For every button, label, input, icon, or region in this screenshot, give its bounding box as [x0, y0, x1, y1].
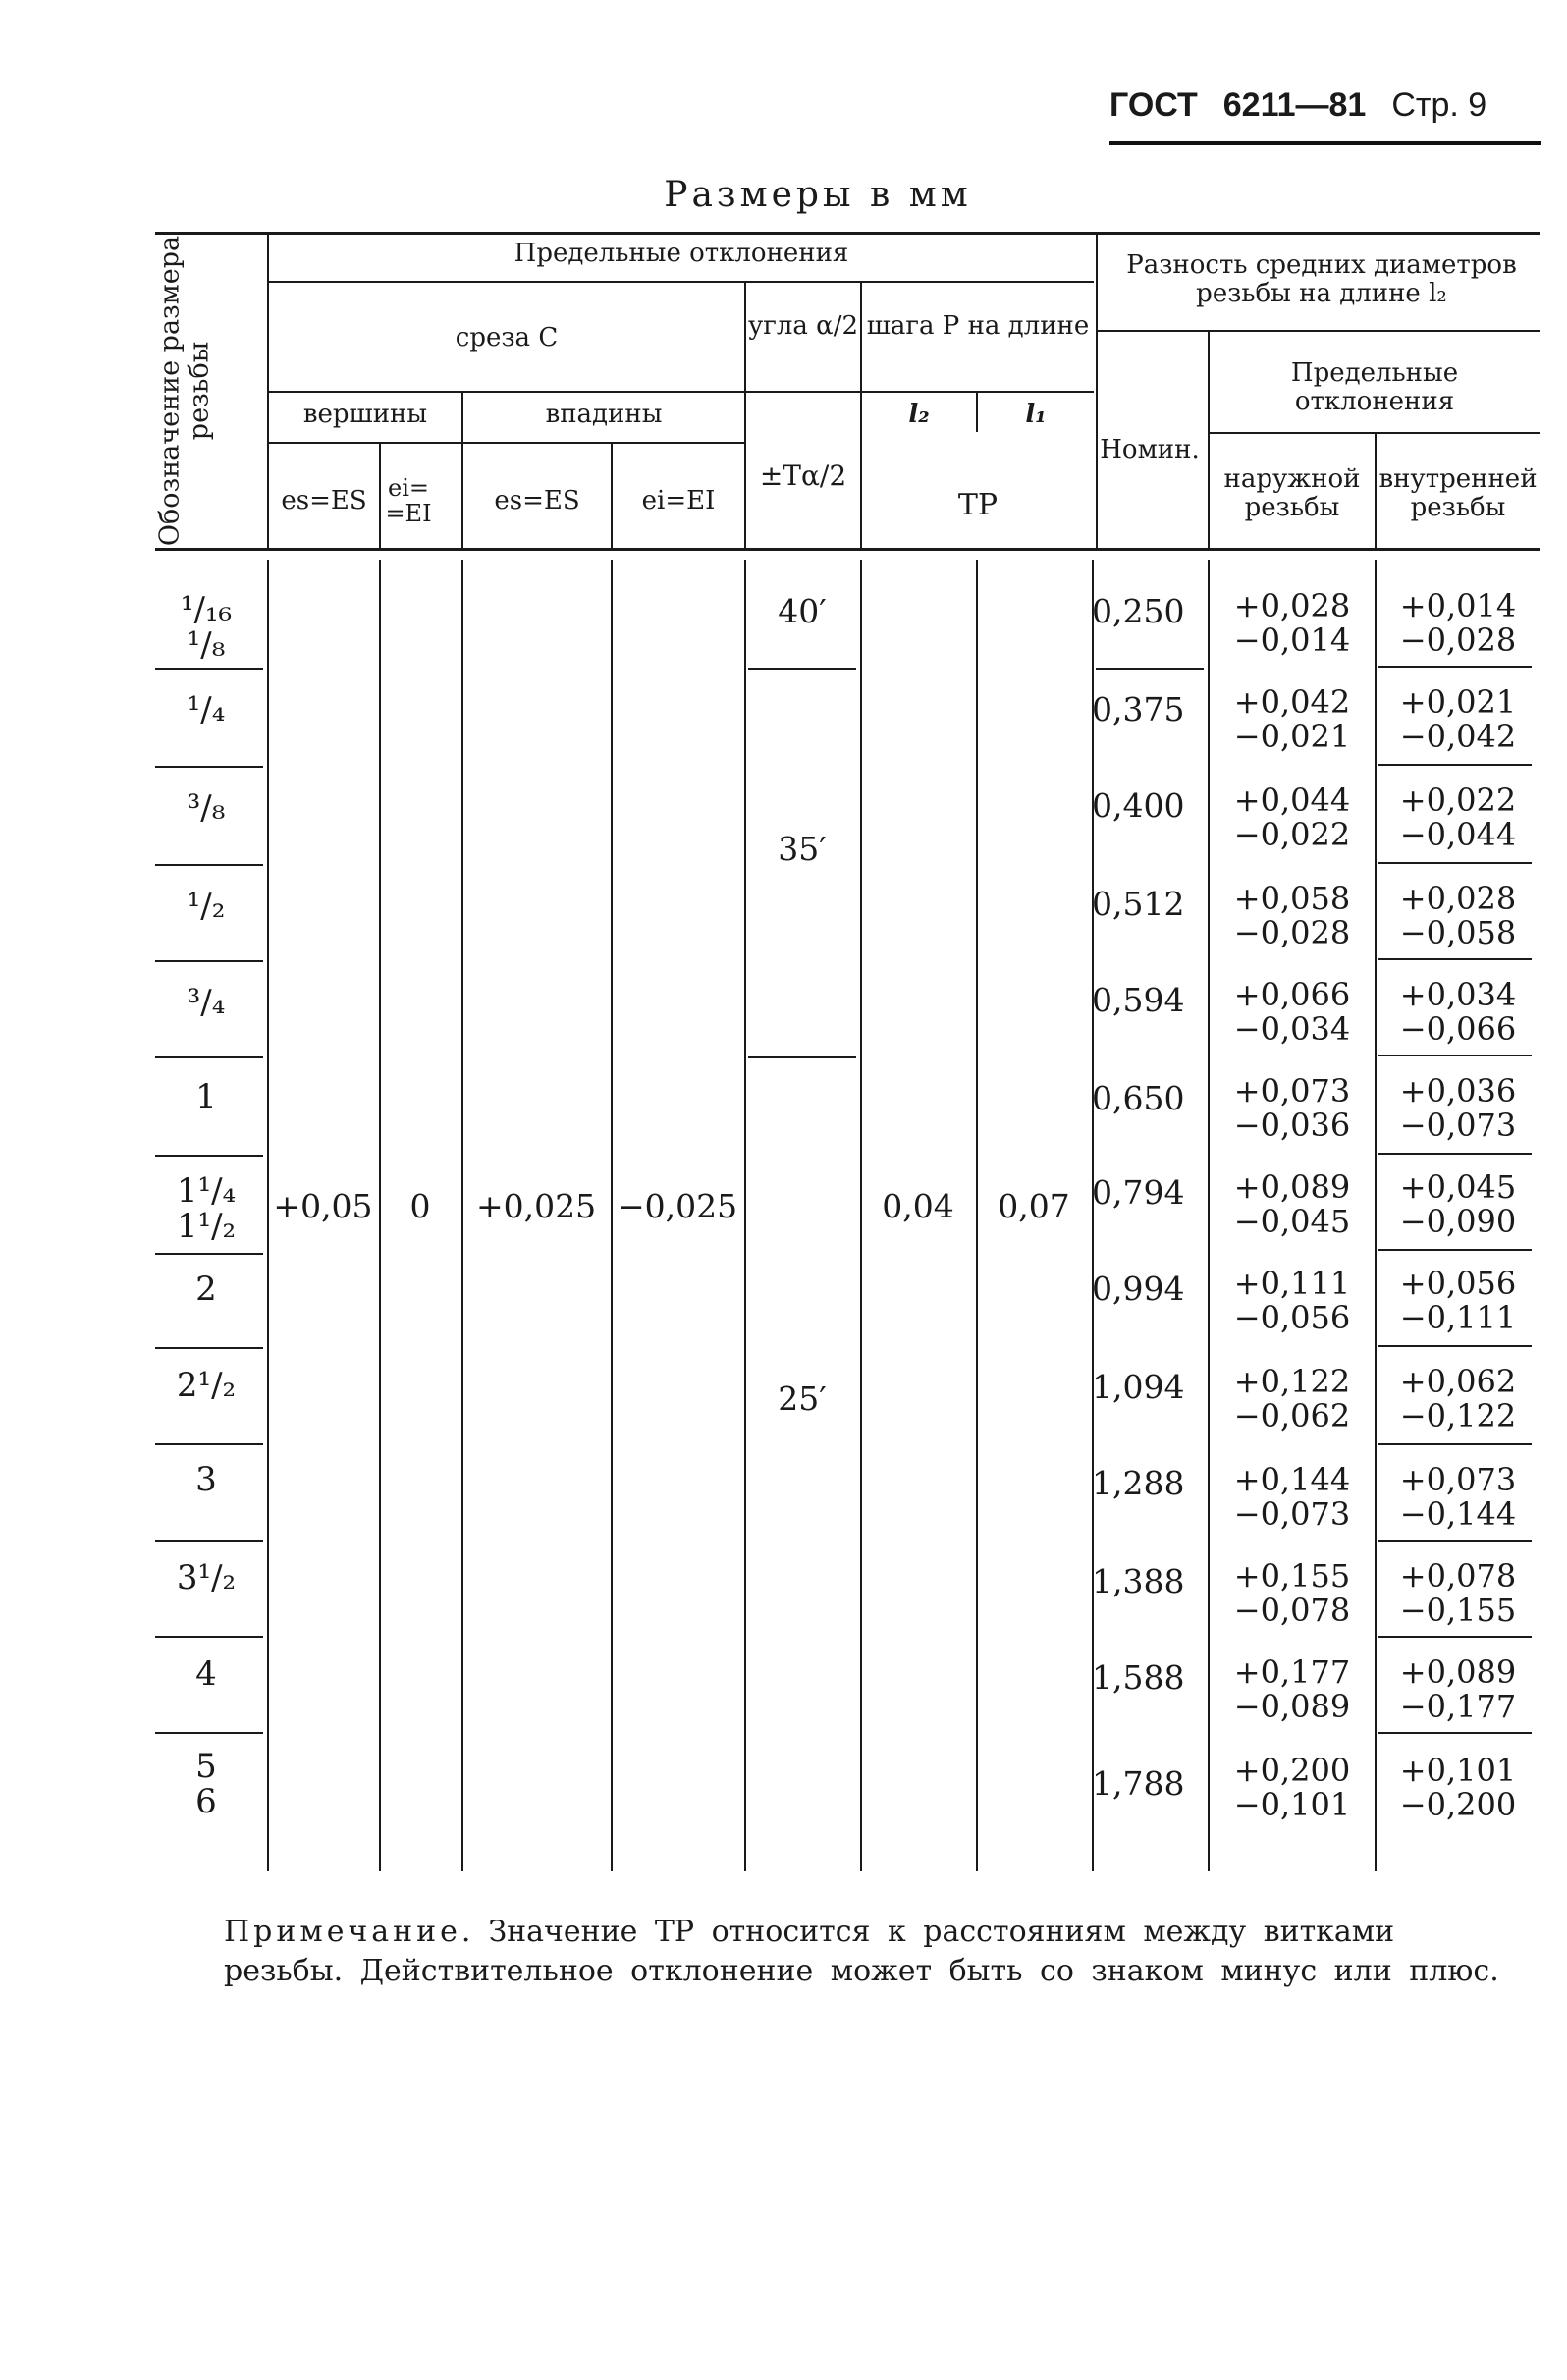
row-external-dev: +0,155 −0,078 — [1233, 1557, 1351, 1630]
row-designation: 2¹/₂ — [176, 1366, 237, 1405]
row-designation: ³/₄ — [187, 983, 226, 1022]
l1-header: l₁ — [1025, 400, 1047, 429]
row-internal-dev: +0,034 −0,066 — [1399, 976, 1517, 1049]
crest-es-value: +0,05 — [273, 1187, 373, 1225]
es-crest-header: es=ES — [281, 486, 367, 515]
row-internal-dev: +0,089 −0,177 — [1399, 1653, 1517, 1726]
row-external-dev: +0,111 −0,056 — [1233, 1265, 1351, 1337]
header-bottom-border — [155, 548, 1540, 551]
row-nominal: 0,994 — [1092, 1270, 1185, 1308]
page-number: Стр. 9 — [1391, 86, 1487, 124]
footnote — [224, 1913, 1530, 1991]
row-nominal: 0,794 — [1092, 1173, 1185, 1212]
ei-crest-header: ei= =EI — [385, 474, 432, 528]
grid-line — [1378, 1345, 1532, 1347]
grid-line — [155, 1056, 263, 1058]
row-nominal: 0,375 — [1092, 690, 1185, 729]
standard-number: 6211—81 — [1222, 86, 1367, 124]
grid-line — [379, 444, 381, 550]
row-designation: 2 — [195, 1270, 217, 1309]
table-caption: Размеры в мм — [664, 175, 972, 215]
angle-header: угла α/2 — [747, 311, 859, 341]
tp-header: TP — [957, 488, 999, 522]
angle-value-25: 25′ — [778, 1379, 827, 1418]
note-text: Значение TP относится к расстояниям между витками резьбы. Действительное отклонение может быть со знаком минус или плюс. — [224, 1915, 1499, 1988]
sub-limit-header: Предельные отклонения — [1290, 358, 1459, 416]
row-nominal: 0,250 — [1092, 592, 1185, 630]
root-header: впадины — [545, 400, 663, 429]
grid-line — [1378, 1636, 1532, 1638]
row-external-dev: +0,042 −0,021 — [1233, 683, 1351, 756]
row-nominal: 1,788 — [1092, 1764, 1185, 1803]
grid-line — [155, 960, 263, 962]
grid-line — [1378, 1443, 1532, 1445]
row-internal-dev: +0,062 −0,122 — [1399, 1363, 1517, 1435]
row-external-dev: +0,122 −0,062 — [1233, 1363, 1351, 1435]
grid-line — [269, 281, 1094, 283]
grid-line — [155, 1347, 263, 1349]
grid-line — [1378, 958, 1532, 960]
grid-line — [1378, 862, 1532, 864]
note-label: Примечание. — [224, 1915, 475, 1949]
grid-line — [155, 766, 263, 768]
root-ei-value: −0,025 — [617, 1187, 738, 1225]
pitch-l1-value: 0,07 — [998, 1187, 1070, 1225]
grid-line — [155, 1540, 263, 1542]
grid-line — [744, 560, 746, 1871]
row-external-dev: +0,028 −0,014 — [1233, 587, 1351, 660]
grid-line — [1098, 330, 1540, 332]
row-designation: 4 — [195, 1654, 217, 1694]
grid-line — [1096, 668, 1204, 670]
row-external-dev: +0,073 −0,036 — [1233, 1072, 1351, 1145]
row-nominal: 0,512 — [1092, 885, 1185, 923]
row-designation: 3 — [195, 1460, 217, 1499]
crest-ei-value: 0 — [409, 1187, 431, 1225]
grid-line — [155, 1636, 263, 1638]
page-header — [1109, 86, 1541, 145]
row-external-dev: +0,066 −0,034 — [1233, 976, 1351, 1049]
grid-line — [1378, 1055, 1532, 1056]
nominal-header: Номин. — [1100, 435, 1200, 464]
grid-line — [746, 391, 1094, 393]
external-header: наружной резьбы — [1223, 464, 1361, 522]
l2-header: l₂ — [908, 400, 930, 429]
row-external-dev: +0,089 −0,045 — [1233, 1168, 1351, 1241]
row-designation: 5 6 — [195, 1747, 217, 1821]
standard-label: ГОСТ — [1109, 86, 1198, 124]
grid-line — [748, 668, 856, 670]
designation-header: Обозначение размера резьбы — [154, 235, 214, 547]
row-external-dev: +0,200 −0,101 — [1233, 1752, 1351, 1824]
grid-line — [269, 442, 744, 444]
row-nominal: 1,094 — [1092, 1368, 1185, 1406]
row-internal-dev: +0,073 −0,144 — [1399, 1461, 1517, 1534]
row-internal-dev: +0,056 −0,111 — [1399, 1265, 1517, 1337]
row-internal-dev: +0,101 −0,200 — [1399, 1752, 1517, 1824]
es-root-header: es=ES — [494, 486, 580, 515]
row-nominal: 0,650 — [1092, 1079, 1185, 1117]
row-nominal: 0,400 — [1092, 786, 1185, 825]
internal-header: внутренней резьбы — [1378, 464, 1538, 522]
row-designation: ¹/₄ — [187, 690, 226, 730]
row-nominal: 1,388 — [1092, 1562, 1185, 1600]
row-designation: ¹/₁₆ ¹/₈ — [180, 590, 233, 665]
row-internal-dev: +0,028 −0,058 — [1399, 880, 1517, 952]
angle-value-35: 35′ — [778, 830, 827, 868]
grid-line — [155, 1443, 263, 1445]
crest-header: вершины — [302, 400, 428, 429]
row-designation: 3¹/₂ — [176, 1558, 237, 1597]
grid-line — [155, 1732, 263, 1734]
cut-c-header: среза C — [455, 323, 559, 352]
grid-line — [1378, 666, 1532, 668]
row-designation: ¹/₂ — [187, 887, 226, 926]
row-external-dev: +0,044 −0,022 — [1233, 782, 1351, 854]
row-designation: 1 — [195, 1077, 217, 1116]
row-nominal: 1,588 — [1092, 1658, 1185, 1697]
ei-root-header: ei=EI — [641, 486, 716, 515]
grid-line — [155, 864, 263, 866]
row-internal-dev: +0,021 −0,042 — [1399, 683, 1517, 756]
row-internal-dev: +0,014 −0,028 — [1399, 587, 1517, 660]
grid-line — [269, 391, 744, 393]
angle-tolerance-symbol: ±Tα/2 — [759, 460, 847, 492]
pitch-header: шага P на длине — [866, 311, 1090, 341]
angle-value-40: 40′ — [778, 592, 827, 630]
diameter-diff-header: Разность средних диаметров резьбы на длине l₂ — [1126, 250, 1517, 308]
row-external-dev: +0,177 −0,089 — [1233, 1653, 1351, 1726]
limit-deviations-header: Предельные отклонения — [513, 239, 849, 268]
grid-line — [1378, 1540, 1532, 1542]
grid-line — [748, 1056, 856, 1058]
pitch-l2-value: 0,04 — [882, 1187, 954, 1225]
row-designation: ³/₈ — [187, 788, 226, 828]
row-external-dev: +0,058 −0,028 — [1233, 880, 1351, 952]
row-internal-dev: +0,022 −0,044 — [1399, 782, 1517, 854]
row-designation: 1¹/₄ 1¹/₂ — [176, 1171, 237, 1246]
row-internal-dev: +0,045 −0,090 — [1399, 1168, 1517, 1241]
grid-line — [1096, 234, 1098, 550]
row-internal-dev: +0,078 −0,155 — [1399, 1557, 1517, 1630]
grid-line — [155, 668, 263, 670]
table-top-border — [155, 232, 1540, 235]
row-nominal: 1,288 — [1092, 1464, 1185, 1502]
row-internal-dev: +0,036 −0,073 — [1399, 1072, 1517, 1145]
grid-line — [1378, 1249, 1532, 1251]
grid-line — [155, 1253, 263, 1255]
grid-line — [155, 1155, 263, 1157]
grid-line — [1378, 1732, 1532, 1734]
row-nominal: 0,594 — [1092, 981, 1185, 1019]
row-external-dev: +0,144 −0,073 — [1233, 1461, 1351, 1534]
grid-line — [1378, 764, 1532, 766]
grid-line — [1378, 1153, 1532, 1155]
root-es-value: +0,025 — [475, 1187, 597, 1225]
